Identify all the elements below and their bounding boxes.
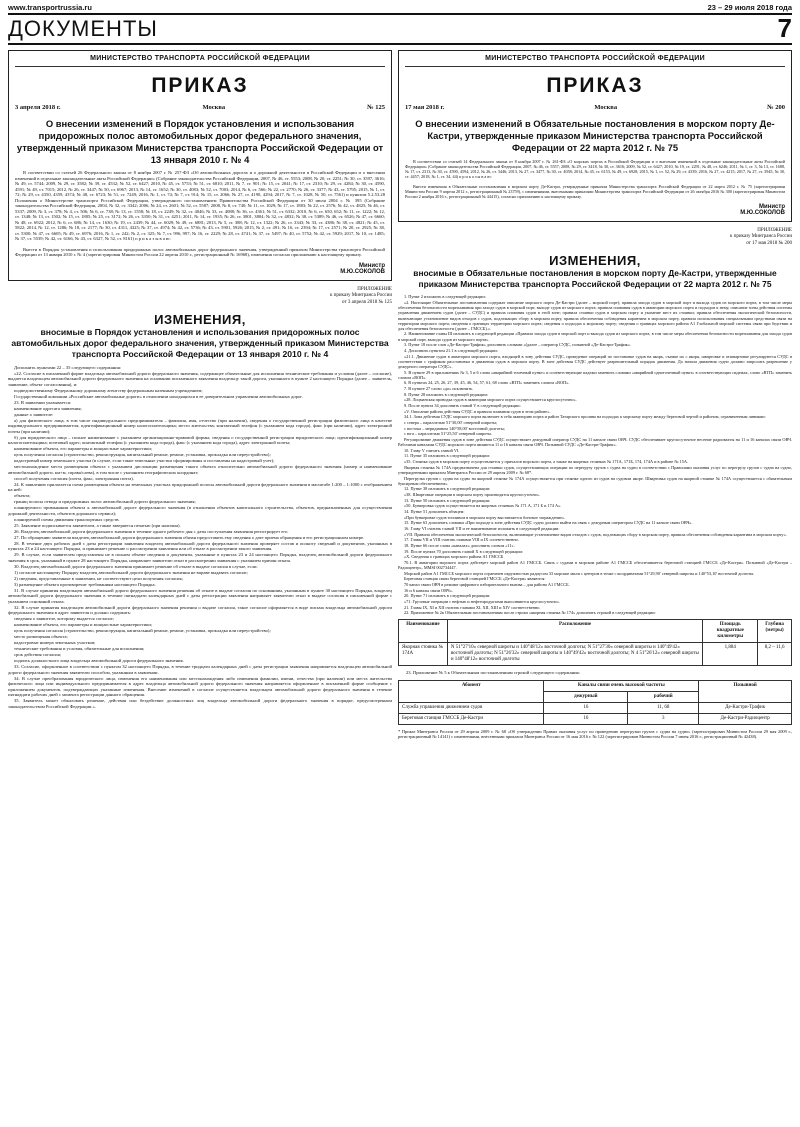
site-link[interactable]: www.transportrussia.ru: [8, 2, 92, 12]
list-item: 12. Пункт 38 изложить в следующей редакции:: [404, 486, 491, 492]
list-item: а) для физического лица, в том числе индивидуального предпринимателя – фамилия, имя, отчество (при наличии), сведения о государственной регистрации физического лица в качестве индивидуального предпринимателя; идентификационный номер налогоплательщика; место жительства; контактный телефон (с указанием кода города), факс (при наличии), адрес электронной почты (при наличии);: [8, 417, 392, 434]
signer-name: М.Ю.СОКОЛОВ: [340, 269, 385, 276]
list-item: «71. Грузовые операции с нефтью и нефтепродуктами выполняются круглосуточно».: [404, 598, 560, 604]
appendix-line: ПРИЛОЖЕНИЕ: [357, 287, 392, 293]
list-item: цель получения согласия (строительство, реконструкция, капитальный ремонт, ремонт, установка, прокладка или переустройство);: [14, 452, 271, 458]
table-header-row: [399, 620, 792, 643]
list-item: 10. Главу V считать главой VI.: [404, 447, 460, 453]
section-title: ДОКУМЕНТЫ: [8, 15, 158, 41]
list-item: 1) согласие настоящему Порядку владелец автомобильной дороги федерального значения не вправе выдавать согласие;: [14, 569, 248, 575]
list-item: 34.1. Зона действия СУДС морского порта включает в себя акваторию порта и район Татарского пролива на подходах к морскому порту между береговой чертой и районом, ограниченным линиями:: [404, 414, 766, 420]
list-item: «21.1. Движение судов в акватории морского порта, входящей в зону действия СУДС, проведение операций по постановке судов на якорь, съемке их с якоря, швартовке и отшвартовке регулируются СУДС в соответствии с графиком расстановки и движения судов в морском порту. В зоне действия СУДС действует разрешительный порядок движения. До начала движения судно должно запросить разрешение у дежурного оператора СУДС».: [398, 353, 792, 369]
appendix-line: от 3 апреля 2018 № 125: [342, 299, 392, 305]
order-meta: [15, 104, 385, 112]
list-item: 32. В случае принятия владельцем автомобильной дороги федерального значения решения о выдаче согласия, такое согласие оформляется в виде письма владельца автомобильной дороги федерального значения в адрес заявителя и должно содержать:: [8, 604, 392, 616]
list-item: Государственной компании «Российские автомобильные дороги» в отношении находящихся в ее доверительном управлении автомобильных дорог.: [14, 393, 303, 399]
ministry-name: МИНИСТЕРСТВО ТРАНСПОРТА РОССИЙСКОЙ ФЕДЕРАЦИИ: [15, 55, 385, 67]
list-item: с севера – параллелью 51°30,00' северной широты;: [404, 419, 498, 425]
changes-subtitle: вносимые в Обязательные постановления в морском порту Де-Кастри, утвержденные приказом Министерства транспорта Российской Федерации от 22 марта 2012 г. № 75: [413, 268, 777, 289]
issue-dates: 23 – 29 июля 2018 года: [707, 2, 792, 12]
table-cell: Де-Кастри-Радиоцентр: [699, 713, 792, 724]
signer-name: М.Ю.СОКОЛОВ: [740, 210, 785, 217]
list-item: Береговая станция связи береговой станцией ГМССБ «Де-Кастри» являются:: [404, 576, 546, 582]
table-header: Позывной: [699, 680, 792, 702]
list-item: б) для юридического лица – полное наименование с указанием организационно-правовой формы; сведения о государственной регистрации юридического лица; идентификационный номер налогоплательщика; почтовый адрес; контактный телефон (с указанием кода города), факс (с указанием кода города), адрес электронной почты;: [8, 434, 392, 446]
list-item: 35. Заявитель может обжаловать решение, действия или бездействие должностных лиц владельца автомобильной дороги федерального значения в порядке, предусмотренном законодательством Российской Федерации.».: [8, 698, 392, 709]
list-item: 1. Пункт 2 изложить в следующей редакции:: [404, 294, 486, 300]
list-item: способ получения согласия (почта, факс, электронная почта).: [14, 475, 134, 481]
list-item: планируемого примыкания объекта к автомобильной дороге федерального значения (в отношении объектов капитального строительства, объектов, предназначенных для осуществления дорожной деятельности, объектов дорожного сервиса);: [8, 505, 392, 516]
order-125-box: [8, 50, 392, 281]
list-item: «При бункеровке судов топливом в морском порту выставляется боновое заграждение».: [404, 514, 566, 520]
changes-title: ИЗМЕНЕНИЯ,: [549, 252, 641, 268]
list-item: «V. Описание района действия СУДС и правила плавания судов в этом районе».: [404, 408, 551, 414]
list-item: «38. Швартовые операции в морском порту производятся круглосуточно».: [404, 492, 541, 497]
item-23: 23. Приложение № 5 к Обязательным постановлениям строкой следующего содержания:: [406, 670, 580, 676]
order-200-box: [398, 50, 792, 222]
list-item: 18. Пункт 66 после слова «каналах» дополнить словом «11».: [404, 542, 515, 548]
appendix-line: ПРИЛОЖЕНИЕ: [757, 228, 792, 234]
table-cell: 3: [628, 713, 699, 724]
list-item: с юга – параллелью 51°25,50' северной широты.: [404, 431, 493, 437]
list-item: Регулирование движения судов в зоне действия СУДС осуществляет дежурный оператор СУДС на 11 канале связи ОВЧ. СУДС обеспечивает круглосуточное несение радиовахты на 11 и 16 каналах связи ОВЧ. Рабочими каналами СУДС морского порта являются 11 и 16 каналы связи ОВЧ. Позывной СУДС «Де-Кастри-Трафик».: [398, 436, 792, 448]
list-item: 20. Пункт 71 изложить в следующей редакции:: [404, 593, 491, 599]
list-item: 17. Главы VII и VIII считать главами VIII и IX соответственно.: [404, 537, 519, 543]
order-preamble: В соответствии со статьей 14 Федерального закона от 8 ноября 2007 г. № 261-ФЗ «О морских портах в Российской Федерации и о внесении изменений в отдельные законодательные акты Российской Федерации» (Собрание законодательства Российской Федерации, 2007, № 46, ст. 5557; 2008, № 29, ст. 3418, № 30, ст. 3616; 2009, № 52, ст. 6427; 2010, № 19, ст. 2291, № 48, ст. 6246; 2011, № 1, ст. 3, № 13, ст. 1688, № 17, ст. 2313, № 30, ст. 4590, 4594; 2012, № 26, ст. 3446; 2013, № 27, ст. 3477, № 30, ст. 4058; 2014, № 45, ст. 6153, № 49, ст. 6928; 2015, № 1, ст. 52, № 29, ст. 4339; 2016, № 27, ст. 4215; 2017, № 27, ст. 3945, № 30, ст. 4457; 2018, № 1, ст. 34, 44) п р и к а з ы в а ю:: [405, 158, 785, 179]
changes-heading: [8, 312, 392, 360]
table-cell: Служба управления движением судов: [399, 702, 544, 713]
appendix-line: к приказу Минтранса России: [330, 293, 392, 299]
order-preamble: В соответствии со статьей 26 Федерального закона от 8 ноября 2007 г. № 257-ФЗ «Об автомобильных дорогах и о дорожной деятельности в Российской Федерации и о внесении изменений в отдельные законодательные акты Российской Федерации» (Собрание законодательства Российской Федерации, 2007, № 46, ст. 5553; 2008, № 20, ст. 2251; № 30, ст. 3597, 3616; № 49, ст. 5744; 2009, № 29, ст. 3582; № 39, ст. 4532; № 52, ст. 6427; 2010, № 45, ст. 5753; № 51, ст. 6810; 2011, № 7, ст. 901; № 15, ст. 2041; № 17, ст. 2310; № 29, ст. 4284; № 30, ст. 4590, 4591; № 49, ст. 7015; 2012, № 26, ст. 3447; № 50, ст. 6967; 2013, № 14, ст. 1652; № 30, ст. 4083; № 52, ст. 7003; 2014, № 6, ст. 566; № 22, ст. 2770; № 26, ст. 3377; № 43, ст. 5795; 2015, № 1, ст. 72; № 29, ст. 4350, 4359, 4374; № 48, ст. 6723; № 51, ст. 7249; 2016, № 1, ст. 74; № 7, ст. 914; № 15, ст. 2066; № 27, ст. 4190, 4294; 2017, № 7, ст. 1028, № 50, ст. 7561) и пунктом 5.2.53.28 Положения о Министерстве транспорта Российской Федерации, утвержденного постановлением Правительства Российской Федерации от 30 июля 2004 г. № 395 (Собрание законодательства Российской Федерации, 2004, № 32, ст. 3342; 2006, № 24, ст. 2601; № 52, ст. 5587; 2008, № 8, ст. 740; № 11, ст. 1029; № 17, ст. 1883; № 22, ст. 2576; № 42, ст. 4825; № 46, ст. 5337; 2009, № 3, ст. 378; № 4, ст. 506; № 6, ст. 738; № 13, ст. 1558; № 18, ст. 2249; № 32, ст. 4046; № 33, ст. 4088; № 36, ст. 4361; № 51, ст. 6332; 2010, № 6, ст. 650, 652; № 11, ст. 1222; № 12, ст. 1348; № 13, ст. 1502; № 15, ст. 1805; № 25, ст. 3172; № 26, ст. 3350; № 31, ст. 4251; 2011, № 14, ст. 1935; № 26, ст. 3801, 3804; № 32, ст. 4832; № 38, ст. 5389; № 46, ст. 6526; № 47, ст. 6660; № 48, ст. 6922; 2012, № 6, ст. 686; № 14, ст. 1630; № 19, ст. 2439; № 44, ст. 6029; № 49, ст. 6881; 2013, № 5, ст. 388; № 12, ст. 1322; № 26, ст. 3343; № 33, ст. 4386; № 38, ст. 4821; № 45, ст. 5822; 2014, № 12, ст. 1286; № 18, ст. 2177; № 30, ст. 4311, 4325; № 37, ст. 4974; № 42, ст. 5736; № 43, ст. 5901, 5926; 2015, № 2, ст. 491; № 16, ст. 2394; № 17, ст. 2571; № 20, ст. 2925; № 38, ст. 5300; № 47, ст. 6605; № 49, ст. 6976; 2016, № 1, ст. 242; № 2, ст. 325; № 7, ст. 996, 997; № 16, ст. 2229; № 28, ст. 4741; № 37, ст. 5497; № 40, ст. 5752; № 42, ст. 5929; 2017, № 10, ст. 1485; № 37, ст. 5539; № 42, ст. 6166, № 43, ст. 6327, № 52, ст. 8161) п р и к а з ы в а ю:: [15, 170, 385, 242]
list-item: 3) размещение объекта противоречит требованиям настоящего Порядка.: [14, 581, 156, 587]
list-item: 15. Пункт 63 дополнить словами «При подходе к зоне действия СУДС судно должно выйти на связь с дежурным оператором СУДС на 11 канале связи ОВЧ».: [404, 520, 693, 526]
list-item: Перегрузка грузов с судна на судно на якорной стоянке № 174А осуществляется при стоянке одного из судов на судовом якоре. Швартовка судов на якорной стоянке № 174А осуществляется с обязательным буксирным обеспечением».: [398, 475, 792, 486]
changes-list: [8, 365, 392, 710]
order-number: № 200: [767, 103, 785, 111]
table-cell: Якорная стоянка № 174А: [399, 643, 448, 666]
radio-channels-table: [398, 680, 792, 725]
list-item: 70.1. В акватории морского порта действует морской район А1 ГМССБ. Связь с судами в морском районе А1 ГМССБ обеспечивается береговой станцией ГМССБ «Де-Кастри». Позывной «Де-Кастри – Радиоцентр», MMSI 002734447.: [398, 559, 792, 571]
section-header: [8, 13, 792, 45]
footnote: * Приказ Минтранса России от 29 апреля 2009 г. № 68 «Об утверждении Правил оказания услуг по проведению перегрузки грузов с судна на судно» (зарегистрирован Минюстом России 29 мая 2009 г., регистрационный № 14141) с изменениями, внесенными приказом Минтранса России от 16 мая 2016 г. № 122 (зарегистрирован Минюстом России 7 июня 2016 г., регистрационный № 42438).: [398, 728, 792, 740]
list-item: 9. После пункта 34 дополнить главой V в следующей редакции:: [404, 403, 521, 408]
table-cell: 11, 68: [628, 702, 699, 713]
list-item: 22. Приложение № 2к Обязательным постановлениям после строки «якорная стоянка № 174» дополнить строкой в следующей редакции:: [404, 610, 656, 616]
table-header: Площадь квадратные километры: [703, 620, 758, 643]
list-item: «2. Настоящие Обязательные постановления содержат описание морского порта Де-Кастри (далее – морской порт); правила захода судов в морской порт и выхода судов из морского порта, в том числе меры обеспечения безопасности мореплавания при заходе судов в морской порт, выходе судов из морского порта; правила плавания судов в акватории морского порта и подходов к нему, описание зоны действия системы управления движением судов (далее – СУДС) и правила плавания судов в этой зоне; правила стоянки судов в морском порту и указание мест их стоянки; правила обеспечения экологической безопасности, включающие установление видов отходов с судов, подлежащих сбору в морском порту, правила обеспечения соблюдения карантина в морском порту, правила использования специальными средствами связи на территории морского порта; сведения о границах территории морского порта; сведения о подходах к морскому порту; сведения о границах морского района А1 Глобальной морской системы связи при бедствии и для обеспечения безопасности (далее – ГМССБ).».: [398, 300, 792, 331]
order-meta: [405, 104, 785, 112]
signer-title: Министр: [359, 262, 385, 269]
order-date: 3 апреля 2018 г.: [15, 103, 61, 111]
table-cell: 16: [544, 713, 628, 724]
ministry-name: МИНИСТЕРСТВО ТРАНСПОРТА РОССИЙСКОЙ ФЕДЕРАЦИИ: [405, 55, 785, 67]
list-item: местонахождение места размещения объекта с указанием дислокации размещения такого объекта относительно автомобильной дороги федерального значения (номер и наименование автомобильной дороги, км+м, справа/слева), в том числе с указанием географических координат;: [8, 464, 392, 475]
left-column: [8, 50, 392, 1121]
list-item: сведения о заявителе, которому выдается согласие;: [14, 616, 114, 622]
list-item: 6. В пунктах 24, 25, 26, 27, 39, 45, 46, 54, 57, 61, 68 слово «ВТП» заменить словом «ВОП».: [404, 380, 570, 386]
table-cell: 1,884: [703, 643, 758, 666]
list-item: 16 и 6 каналы связи ОВЧ».: [404, 587, 453, 593]
list-item: «28. Лоцманская проводка судов в акватории морского порта осуществляется круглосуточно».: [404, 397, 577, 403]
page-number: 7: [777, 13, 792, 44]
list-item: срок действия согласия;: [14, 652, 61, 658]
table-row: [399, 702, 792, 713]
appendix-note: [8, 287, 392, 306]
table-subheader: дежурный: [544, 691, 628, 702]
list-item: 31. В случае принятия владельцем автомобильной дороги федерального значения решения об отказе в выдаче согласия по основаниям, указанным в пункте 30 настоящего Порядка, владелец автомобильной дороги федерального значения в течение пятнадцати календарных дней с даты регистрации заявления направляет заявителю отказ в выдаче согласия в письменной форме с указанием оснований отказа.: [8, 587, 392, 604]
table-row: [399, 713, 792, 724]
appendix-note: [398, 228, 792, 247]
list-item: 34. В случае преобразования юридического лица, изменения его наименования или местонахождения либо изменения фамилии, имени, отчества (при наличии) или места жительства физического лица или индивидуального предпринимателя в адрес владельца автомобильной дороги федерального значения направляется оформленное в письменной форме сообщение с приложением документов, подтверждающих указанные изменения. Внесение изменений в согласие осуществляется владельцем автомобильной дороги федерального значения в течение пятнадцати рабочих дней с момента регистрации данного обращения.: [8, 675, 392, 698]
order-instruction: Внести в Порядок установления и использования придорожных полос автомобильных дорог федерального значения, утвержденный приказом Министерства транспорта Российской Федерации от 13 января 2010 г. № 4 (зарегистрирован Минюстом России 22 апреля 2010 г., регистрационный № 16968), изменения согласно приложению к настоящему приказу.: [15, 246, 385, 258]
list-item: цель получения согласия (строительство, реконструкция, капитальный ремонт, ремонт, установка, прокладка или переустройство);: [14, 628, 271, 634]
list-item: 29. В случае, если заявителем представлены не в полном объеме сведения и документы, указанные в пунктах 23 и 24 настоящего Порядка, владелец автомобильной дороги федерального значения в срок, указанный в пункте 28 настоящего Порядка, направляет заявителю отказ в рассмотрении заявления с указанием причин отказа.: [8, 552, 392, 563]
list-item: Дополнить пунктами 22 – 35 следующего содержания:: [14, 364, 122, 370]
list-item: 70 канал связи ОВЧ в режиме цифрового избирательного вызова – для района А1 ГМССБ.: [404, 582, 570, 587]
list-item: планируемой схемы движения транспортных средств.: [14, 516, 120, 522]
order-city: Москва: [202, 103, 226, 111]
order-headline: О внесении изменений в Обязательные постановления в морском порту Де-Кастри, утвержденные приказом Министерства транспорта Российской Федерации от 22 марта 2012 г. № 75: [415, 118, 775, 153]
list-item: с востока – меридианом 140°58,00' восточной долготы;: [404, 425, 505, 431]
list-item: 2) сведения, представленные в заявлении, не соответствуют цели получения согласия;: [14, 575, 183, 581]
list-item: 25. Заявление подписывается заявителем, а также заверяется печатью (при наличии).: [14, 522, 181, 528]
signature: [15, 263, 385, 276]
list-item: 13. Пункт 50 изложить в следующей редакции:: [404, 497, 491, 503]
table-header: Абонент: [399, 680, 544, 702]
table-subheader: рабочий: [628, 691, 699, 702]
list-item: 19. После пункта 70 дополнить главой Х в следующей редакции:: [404, 548, 523, 554]
table-cell: 16: [544, 702, 628, 713]
list-item: подведомственному Федеральному дорожному агентству федеральным казенным учреждением;: [14, 387, 203, 393]
list-item: 7. В пункте 27 слово «до» исключить.: [404, 386, 474, 392]
list-item: кадастровый номер земельного участка (в случае, если такие земельные участки сформированы и поставлены на кадастровый учет);: [14, 458, 275, 464]
list-item: наименование адресата заявления;: [14, 405, 82, 411]
list-item: 24. К заявлению прилагается схема размещения объекта на земельных участках придорожной полосы автомобильной дороги федерального значения в масштабе 1:200 – 1:1000 с отображением на ней:: [8, 481, 392, 493]
top-bar: [8, 2, 792, 12]
list-item: кадастровые номера земельных участков;: [14, 640, 96, 646]
right-column: [398, 50, 792, 1121]
table-cell: N 51°27'10» северной широты и 140°48'12» восточной долготы; N 51°27'30» северной широты и 140°49'42» восточной долготы; N 51°26'32» северной широты и 140°49'42» восточной долготы; N 4 51°26'12» северной широты и 140°48'12» восточной долготы: [447, 643, 702, 666]
list-item: подпись должностного лица владельца автомобильной дороги федерального значения.: [14, 658, 184, 664]
order-title: ПРИКАЗ: [546, 74, 644, 98]
order-instruction: Внести изменения в Обязательные постановления в морском порту Де-Кастри, утвержденные приказом Министерства транспорта Российской Федерации от 22 марта 2012 г. № 75 (зарегистрирован Минюстом России 9 апреля 2012 г., регистрационный № 23759), с изменениями, внесенными приказами Министерства транспорта Российской Федерации от 26 октября 2016 № 300 (зарегистрирован Минюстом России 2 ноября 2016 г., регистрационный № 44415), согласно приложению к настоящему приказу.: [405, 183, 785, 199]
anchorage-table: [398, 619, 792, 666]
list-item: 16. Главу VI считать главой VII и ее наименование изложить в следующей редакции:: [404, 525, 560, 531]
list-item: 26. Владелец автомобильной дороги федерального значения в течение одного рабочего дня с даты поступления заявления регистрирует его.: [14, 528, 289, 534]
list-item: 4. Дополнить пунктом 21.1 в следующей редакции:: [404, 347, 498, 353]
signature: [405, 204, 785, 217]
list-item: наименование объекта, его параметры и мощностные характеристики;: [14, 622, 153, 628]
list-item: наименование объекта, его параметры и мощностные характеристики;: [14, 446, 153, 452]
list-item: 21. Главы IX, XI и XII считать главами XI, XII, XIII и XIV соответственно.: [404, 604, 541, 610]
table-header-row: [399, 680, 792, 691]
table-header: Каналы связи очень высокой частоты: [544, 680, 699, 691]
list-item: технические требования и условия, обязательные для исполнения;: [14, 646, 145, 652]
order-date: 17 мая 2018 г.: [405, 103, 445, 111]
list-item: 33. Согласие, оформленное в соответствии с пунктом 32 настоящего Порядка, в течение тридцати календарных дней с даты регистрации заявления направляется владельцем автомобильной дороги федерального значения заявителю способом, указанным в заявлении.: [8, 664, 392, 675]
list-item: границ полосы отвода и придорожных полос автомобильной дороги федерального значения;: [14, 499, 196, 505]
appendix-line: к приказу Минтранса России: [730, 234, 792, 240]
order-city: Москва: [594, 103, 618, 111]
list-item: место размещения объекта;: [14, 634, 68, 640]
table-row: [399, 643, 792, 666]
order-title: ПРИКАЗ: [151, 74, 249, 98]
list-item: «22. Согласие в письменной форме владельца автомобильной дороги федерального значения, содержащее обязательные для исполнения технические требования и условия (далее – согласие), выдается владельцем автомобильной дороги федерального значения на основании письменного заявления владельцу такой дороги, указанного в пункте 2 настоящего Порядка (далее – заявитель, заявление, объект согласования), и:: [8, 370, 392, 387]
list-item: 11. Пункт 35 изложить в следующей редакции:: [404, 453, 490, 459]
list-item: 3. Пункт 18 после слов «Де-Кастри-Трафик» дополнить словами «(далее – оператор СУДС, позывной «Де-Кастри-Трафик».: [404, 342, 631, 348]
table-header: Наименование: [399, 620, 448, 643]
table-cell: Де-Кастри-Трафик: [699, 702, 792, 713]
list-item: «Х. Сведения о границах морского района А1 ГМССБ: [404, 554, 504, 560]
list-item: 28. В течение двух рабочих дней с даты регистрации заявления владелец автомобильной дороги федерального значения проверяет состав и полноту сведений и документов, указанных в пунктах 23 и 24 настоящего Порядка, и принимает решение о рассмотрении заявления или об отказе в рассмотрении такого заявления.: [8, 540, 392, 552]
signer-title: Министр: [759, 203, 785, 210]
table-cell: Береговая станция ГМССБ Де-Кастри: [399, 713, 544, 724]
appendix-line: от 17 мая 2018 № 200: [746, 240, 792, 246]
list-item: 8. Пункт 28 изложить в следующей редакции:: [404, 391, 488, 397]
list-item: Якорная стоянка № 174А предназначена для стоянки судов, осуществляющих операции по перегрузу грузов с судна на судно в соответствии с Правилами оказания услуг по перегрузу грузов с судна на судно, утвержденными приказом Минтранса России от 29 апреля 2009 г. № 68*.: [398, 464, 792, 475]
list-item: 2. Наименование главы III изложить в следующей редакции «Правила захода судов в морской порт и выхода судов из морского порта, в том числе меры обеспечения безопасности мореплавания для захода судов в морской порт, выхода судов из морского порта».: [398, 331, 792, 342]
list-item: 5. В пункте 29 в приложениях № 3, 5 и 6 слова «аварийной точечный пункт» и соответствующие падежи заменить словами «аварийной одноточечный пункт» в соответствующих падежах, слово «ВТП» заменить словом «ВОП».: [398, 369, 792, 380]
order-number: № 125: [367, 103, 385, 111]
list-item: Морской район А1 ГМССБ морского порта ограничен окружностью радиусом 33 морские мили с центром в точке с координатами 51°29,90' северной широты и 140°53,10' восточной долготы.: [404, 570, 755, 576]
list-item: 14. Пункт 51 дополнить абзацем:: [404, 508, 465, 514]
list-item: «VII. Правила обеспечения экологической безопасности, включающие установление видов отходов с судов, подлежащих сбору в морском порту, правила обеспечения соблюдения карантина в морском порту».: [404, 531, 787, 537]
changes-list: [398, 294, 792, 615]
table-cell: 8,2 – 11,6: [758, 643, 792, 666]
list-item: «50. Бункеровка судов осуществляется на якорных стоянках № 171 А, 171 Б и 174 А».: [404, 503, 562, 509]
list-item: объекта;: [14, 493, 31, 499]
changes-heading: [398, 253, 792, 290]
changes-subtitle: вносимые в Порядок установления и использования придорожных полос автомобильных дорог федерального значения, утвержденный приказом Министерства транспорта Российской Федерации от 13 января 2010 г. № 4: [11, 327, 389, 359]
list-item: 27. По обращению заявителя владелец автомобильной дороги федерального значения обязан предоставить ему сведения о дате приема обращения и его регистрационном номере.: [14, 534, 365, 540]
table-header: Глубина (метры): [758, 620, 792, 643]
table-header: Расположение: [447, 620, 702, 643]
list-item: данные о заявителе:: [14, 411, 54, 417]
list-item: 23. В заявлении указывается:: [14, 399, 72, 405]
list-item: «35. Стоянка судов в морском порту осуществляется у причалов морского порта, а также на якорных стоянках № 171А, 171Б, 174, 174А и в районе № 15А.: [404, 459, 689, 465]
list-item: 30. Владелец автомобильной дороги федерального значения принимает решение об отказе в выдаче согласия в случае, если:: [14, 563, 258, 569]
changes-title: ИЗМЕНЕНИЯ,: [154, 311, 246, 327]
order-headline: О внесении изменений в Порядок установления и использования придорожных полос автомобильных дорог федерального значения, утвержденный приказом Министерства транспорта Российской Федерации от 13 января 2010 г. № 4: [16, 118, 384, 165]
